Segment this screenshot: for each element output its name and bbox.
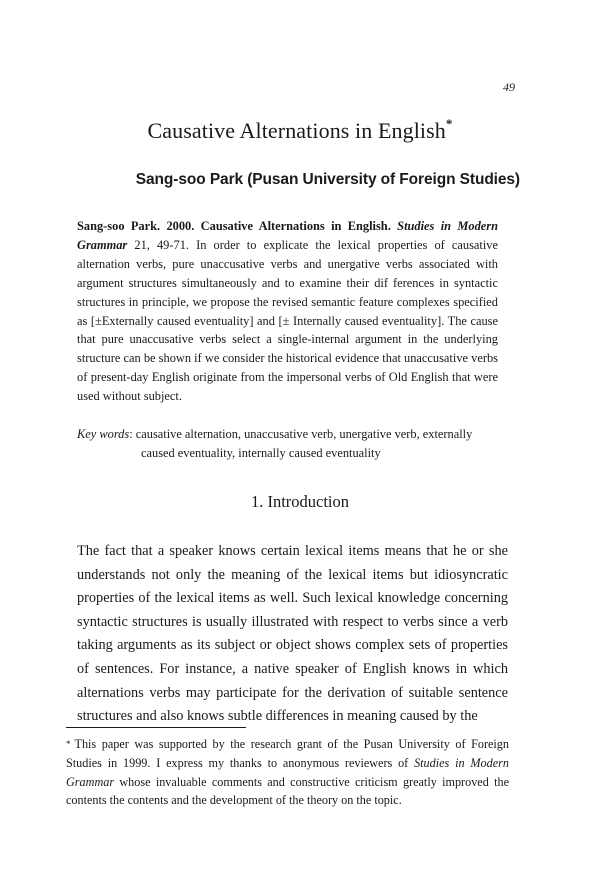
- paper-title-text: Causative Alternations in English: [147, 118, 446, 143]
- keywords-line2: caused eventuality, internally caused eventuality: [141, 445, 381, 460]
- body-paragraph-text: The fact that a speaker knows certain lexical items means that he or she understands not only the meaning of the lexical items but idiosyncratic properties of the lexical items as well. Such lexical knowledge concerning syntactic structures is usually illustrated with respect to verbs since a verb taking arguments as its subject or object shows complex sets of properties of sentences. For instance, a native speaker of English knows in which alternations verbs may participate for the derivation of suitable sentence structures and also knows subtle differences in meaning caused by the: [77, 543, 508, 725]
- abstract-citation-tail: 21, 49-71.: [127, 237, 189, 252]
- footnote: [66, 735, 509, 810]
- title-footnote-marker: *: [445, 116, 453, 131]
- keywords-line1: : causative alternation, unaccusative verb, unergative verb, externally: [129, 427, 473, 441]
- footnote-marker: *: [66, 739, 71, 749]
- abstract-journal: Studies in Modern Grammar: [77, 219, 498, 252]
- page-number: 49: [503, 80, 515, 94]
- abstract: [77, 217, 498, 406]
- footnote-text-part2: whose invaluable comments and constructive criticism greatly improved the contents the contents and the development of the theory on the topic.: [66, 774, 509, 808]
- keywords-label: Key words: [77, 427, 130, 441]
- section-heading: 1. Introduction: [250, 492, 350, 511]
- footnote-journal: Studies in Modern Grammar: [66, 755, 509, 789]
- footnote-rule: [66, 727, 246, 728]
- keywords: [77, 425, 498, 463]
- author-line: Sang-soo Park (Pusan University of Foreign Studies): [135, 171, 520, 188]
- abstract-body: In order to explicate the lexical properties of causative alternation verbs, pure unaccusative verbs and unergative verbs associated with argument structures simultaneously and to examine their dif ferences in syntactic structures in principle, we propose the revised semantic feature complexes specified as [±Externally caused eventuality] and [± Internally caused eventuality]. The cause that pure unaccusative verbs select a single-internal argument in the underlying structure can be shown if we consider the historical evidence that unaccusative verbs of present-day English originate from the impersonal verbs of Old English that were used without subject.: [77, 237, 498, 404]
- body-paragraph: [77, 540, 508, 729]
- abstract-citation-head: Sang-soo Park. 2000. Causative Alternations in English.: [77, 219, 391, 233]
- paper-title: [0, 118, 600, 144]
- footnote-text-part1: This paper was supported by the research grant of the Pusan University of Foreign Studies in 1999. I express my thanks to anonymous reviewers of: [66, 737, 509, 770]
